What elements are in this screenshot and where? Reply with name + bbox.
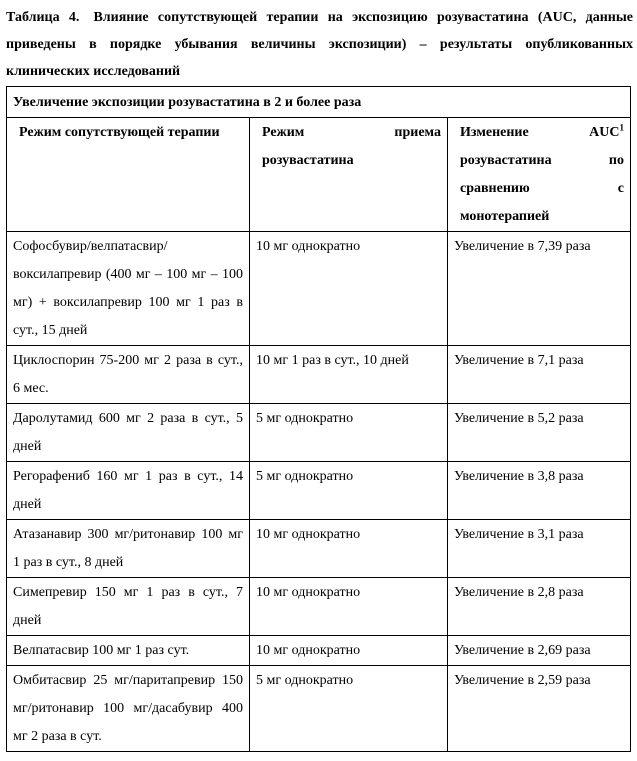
header-auc-change: Изменение AUC$^1$ розувастатина по сравнению с монотерапией: [448, 118, 631, 232]
cell-therapy: Омбитасвир 25 мг/паритапревир 150 мг/ритонавир 100 мг/дасабувир 400 мг 2 раза в сут.: [7, 666, 250, 752]
header-rosuvastatin-regimen: Режим приема розувастатина: [250, 118, 448, 232]
cell-therapy: Симепревир 150 мг 1 раз в сут., 7 дней: [7, 578, 250, 636]
table-label: Таблица 4.: [6, 10, 80, 25]
cell-regimen: 10 мг однократно: [250, 232, 448, 346]
cell-regimen: 10 мг однократно: [250, 578, 448, 636]
table-row: [7, 636, 631, 666]
footnote-marker: 1: [619, 122, 624, 133]
cell-auc-change: Увеличение в 2,8 раза: [448, 578, 631, 636]
cell-regimen: 5 мг однократно: [250, 666, 448, 752]
cell-regimen: 5 мг однократно: [250, 462, 448, 520]
table-row: [7, 404, 631, 462]
cell-therapy: Атазанавир 300 мг/ритонавир 100 мг 1 раз в сут., 8 дней: [7, 520, 250, 578]
table-row: [7, 520, 631, 578]
table-row: [7, 578, 631, 636]
interaction-table: [6, 86, 631, 752]
cell-therapy: Регорафениб 160 мг 1 раз в сут., 14 дней: [7, 462, 250, 520]
table-row: [7, 232, 631, 346]
table-row: [7, 462, 631, 520]
cell-therapy: Даролутамид 600 мг 2 раза в сут., 5 дней: [7, 404, 250, 462]
table-caption: [6, 4, 633, 85]
column-header-row: [7, 118, 631, 232]
cell-auc-change: Увеличение в 3,8 раза: [448, 462, 631, 520]
cell-regimen: 10 мг однократно: [250, 520, 448, 578]
cell-therapy: Софосбувир/велпатасвир/воксилапревир (400 мг – 100 мг – 100 мг) + воксилапревир 100 мг 1 раз в сут., 15 дней: [7, 232, 250, 346]
table-row: [7, 666, 631, 752]
cell-auc-change: Увеличение в 2,69 раза: [448, 636, 631, 666]
cell-regimen: 10 мг 1 раз в сут., 10 дней: [250, 346, 448, 404]
cell-auc-change: Увеличение в 7,39 раза: [448, 232, 631, 346]
cell-auc-change: Увеличение в 7,1 раза: [448, 346, 631, 404]
cell-auc-change: Увеличение в 2,59 раза: [448, 666, 631, 752]
cell-regimen: 5 мг однократно: [250, 404, 448, 462]
cell-therapy: Циклоспорин 75-200 мг 2 раза в сут., 6 мес.: [7, 346, 250, 404]
cell-auc-change: Увеличение в 3,1 раза: [448, 520, 631, 578]
cell-regimen: 10 мг однократно: [250, 636, 448, 666]
cell-auc-change: Увеличение в 5,2 раза: [448, 404, 631, 462]
section-title: Увеличение экспозиции розувастатина в 2 и более раза: [7, 87, 631, 118]
table-caption-text: Влияние сопутствующей терапии на экспозицию розувастатина (AUC, данные приведены в порядке убывания величины экспозиции) – результаты опубликованных клинических исследований: [6, 10, 633, 79]
section-header-row: [7, 87, 631, 118]
cell-therapy: Велпатасвир 100 мг 1 раз сут.: [7, 636, 250, 666]
table-row: [7, 346, 631, 404]
header-concomitant-therapy: Режим сопутствующей терапии: [7, 118, 250, 232]
